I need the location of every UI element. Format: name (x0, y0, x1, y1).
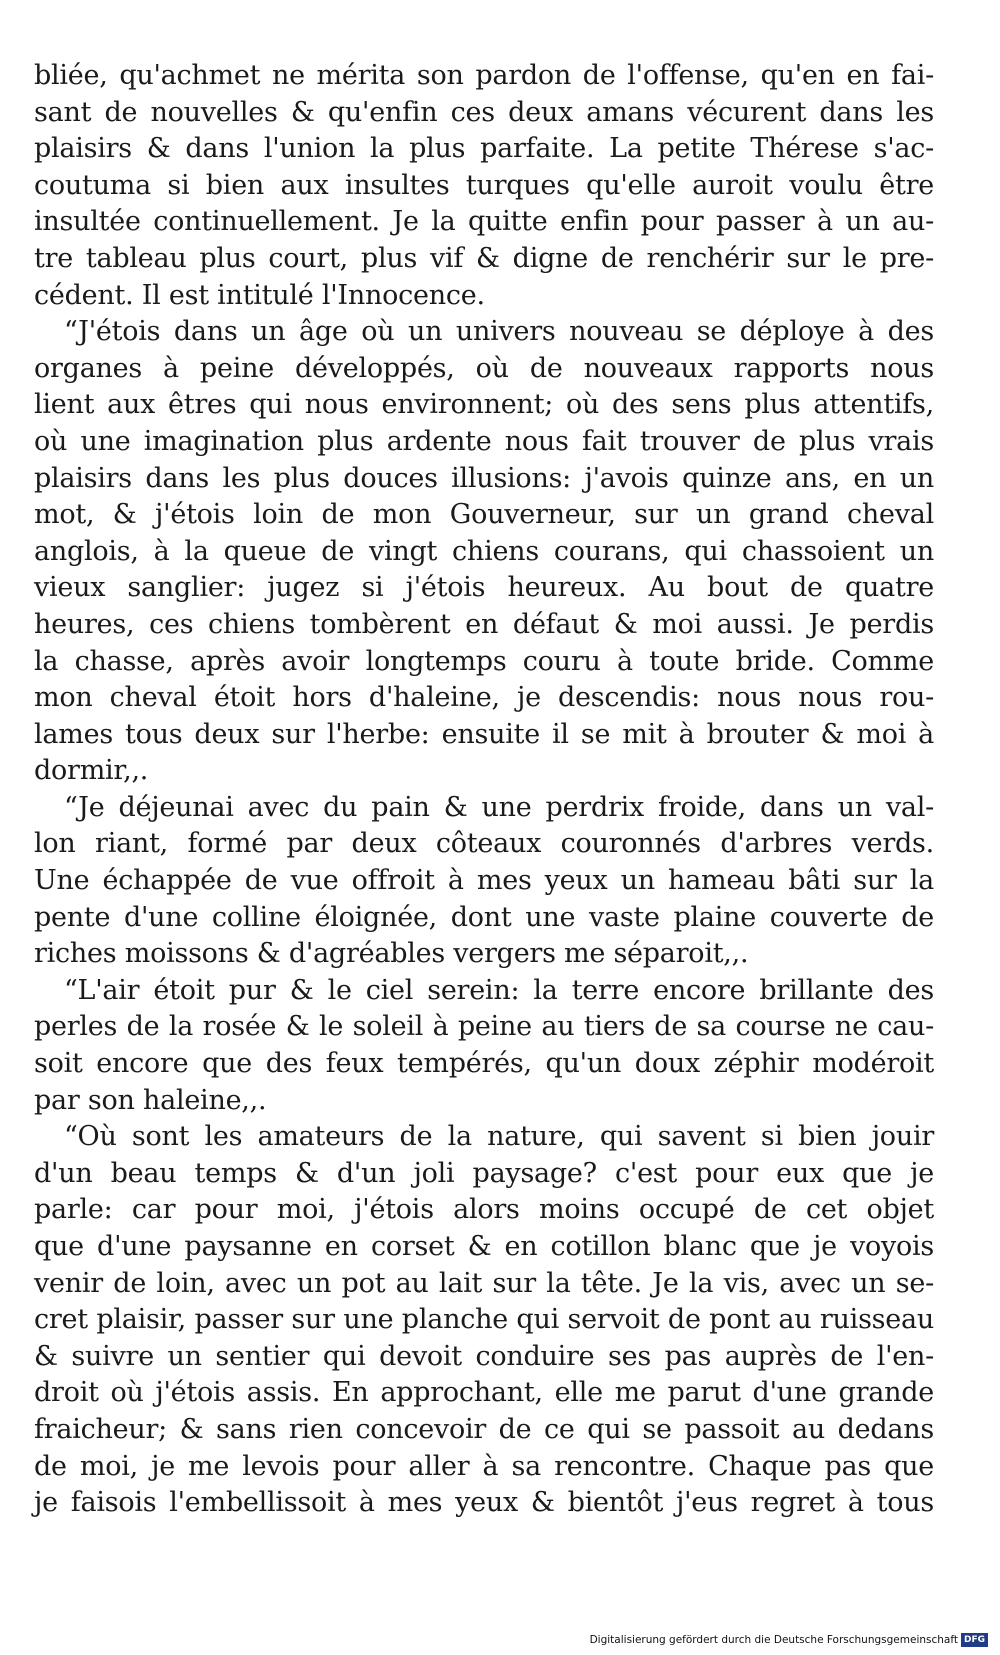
text-line: où une imagination plus ardente nous fait trouver de plus vrais (34, 425, 934, 457)
text-line: tre tableau plus court, plus vif & digne de renchérir sur le pre- (34, 242, 934, 274)
text-line: insultée continuellement. Je la quitte enfin pour passer à un au- (34, 206, 934, 238)
text-line: d'un beau temps & d'un joli paysage? c'est pour eux que je (34, 1157, 934, 1189)
text-line: & suivre un sentier qui devoit conduire ses pas auprès de l'en- (34, 1340, 934, 1372)
text-line: dormir,,. (34, 755, 149, 787)
text-line: cédent. Il est intitulé l'Innocence. (34, 279, 485, 311)
text-line: la chasse, après avoir longtemps couru à toute bride. Comme (34, 645, 934, 677)
text-line: venir de loin, avec un pot au lait sur la tête. Je la vis, avec un se- (34, 1267, 934, 1299)
text-line: droit où j'étois assis. En approchant, elle me parut d'une grande (34, 1377, 934, 1409)
text-line: parle: car pour moi, j'étois alors moins occupé de cet objet (34, 1194, 934, 1226)
text-line: je faisois l'embellissoit à mes yeux & bientôt j'eus regret à tous (34, 1487, 934, 1519)
footer-credit-text: Digitalisierung gefördert durch die Deutsche Forschungsgemeinschaft (589, 1634, 958, 1646)
text-line: anglois, à la queue de vingt chiens courans, qui chassoient un (34, 535, 934, 567)
text-line: organes à peine développés, où de nouveaux rapports nous (34, 352, 934, 384)
text-line: Une échappée de vue offroit à mes yeux un hameau bâti sur la (34, 865, 934, 897)
text-line: plaisirs & dans l'union la plus parfaite. La petite Thérese s'ac- (34, 133, 934, 165)
text-line: perles de la rosée & le soleil à peine au tiers de sa course ne cau- (34, 1011, 934, 1043)
text-line: “J'étois dans un âge où un univers nouveau se déploye à des (64, 316, 934, 348)
text-line: riches moissons & d'agréables vergers me séparoit,,. (34, 938, 749, 970)
text-line: fraicheur; & sans rien concevoir de ce qui se passoit au dedans (34, 1413, 934, 1445)
text-line: bliée, qu'achmet ne mérita son pardon de l'offense, qu'en en fai- (34, 60, 934, 91)
text-line: de moi, je me levois pour aller à sa rencontre. Chaque pas que (34, 1450, 934, 1482)
text-line: lames tous deux sur l'herbe: ensuite il se mit à brouter & moi à (34, 718, 934, 750)
text-line: par son haleine,,. (34, 1084, 267, 1116)
text-line: que d'une paysanne en corset & en cotillon blanc que je voyois (34, 1231, 934, 1262)
text-line: lon riant, formé par deux côteaux couronnés d'arbres verds. (34, 828, 934, 860)
text-line: lient aux êtres qui nous environnent; où des sens plus attentifs, (34, 389, 934, 421)
text-line: “Où sont les amateurs de la nature, qui savent si bien jouir (64, 1121, 934, 1153)
text-line: coutuma si bien aux insultes turques qu'elle auroit voulu être (34, 169, 934, 201)
text-line: mot, & j'étois loin de mon Gouverneur, sur un grand cheval (34, 499, 934, 531)
text-line: soit encore que des feux tempérés, qu'un doux zéphir modéroit (34, 1048, 934, 1080)
digitization-credit (590, 1631, 988, 1649)
text-line: “L'air étoit pur & le ciel serein: la terre encore brillante des (64, 974, 934, 1006)
dfg-logo: DFG (961, 1633, 988, 1647)
text-line: heures, ces chiens tombèrent en défaut & moi aussi. Je perdis (34, 608, 934, 640)
text-line: sant de nouvelles & qu'enfin ces deux amans vécurent dans les (34, 96, 934, 128)
text-line: mon cheval étoit hors d'haleine, je descendis: nous nous rou- (34, 682, 934, 714)
body-text (34, 58, 934, 1522)
text-line: pente d'une colline éloignée, dont une vaste plaine couverte de (34, 901, 934, 933)
text-line: “Je déjeunai avec du pain & une perdrix froide, dans un val- (64, 791, 934, 823)
text-line: cret plaisir, passer sur une planche qui servoit de pont au ruisseau (34, 1304, 934, 1336)
text-line: vieux sanglier: jugez si j'étois heureux. Au bout de quatre (34, 572, 934, 604)
text-line: plaisirs dans les plus douces illusions: j'avois quinze ans, en un (34, 462, 934, 494)
